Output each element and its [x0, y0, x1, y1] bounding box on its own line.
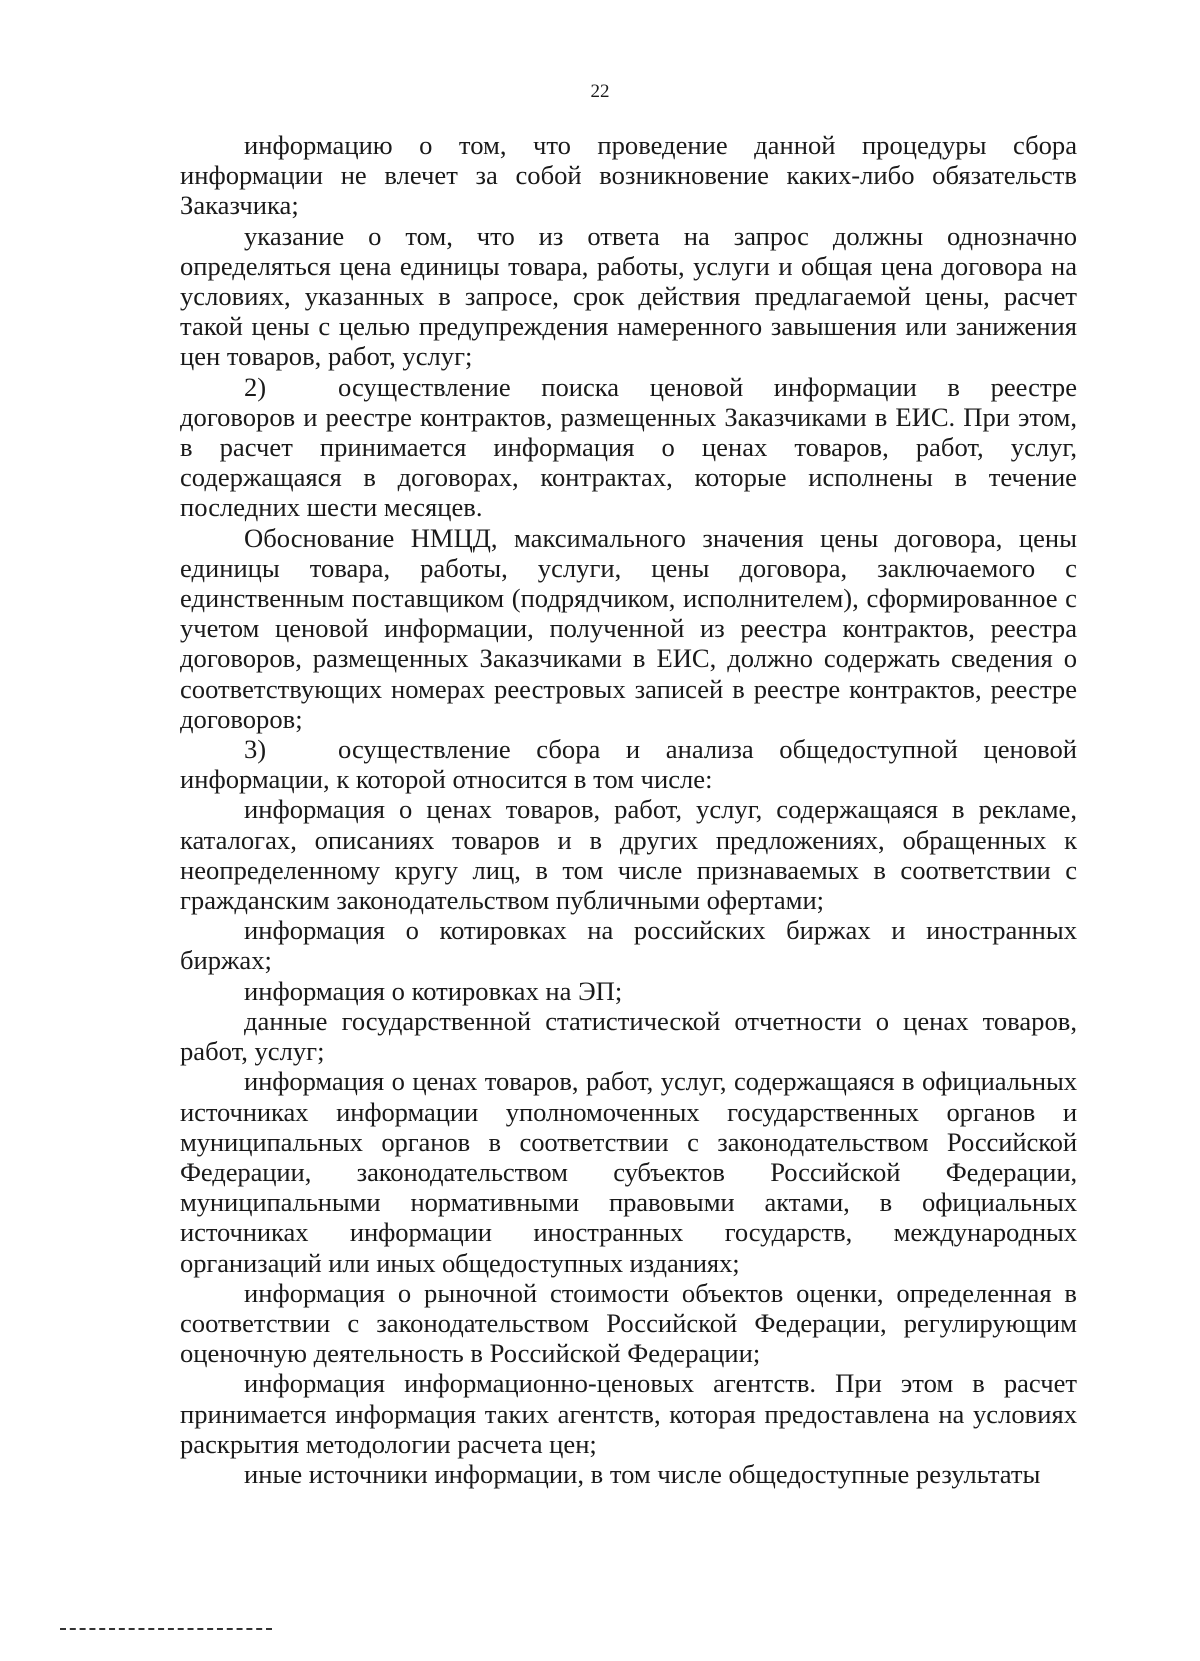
paragraph-advertising-info: информация о ценах товаров, работ, услуг, содержащаяся в рекламе, каталогах, описаниях товаров и в других предложениях, обращенных к неопределенному кругу лиц, в том числе признаваемых в соответствии с гражданским законодательством публичными офертами; [180, 794, 1077, 916]
paragraph-price-agencies: информация информационно-ценовых агентств. При этом в расчет принимается информация таких агентств, которая предоставлена на условиях раскрытия методологии расчета цен; [180, 1368, 1077, 1459]
list-item-number: 3) [244, 734, 267, 765]
paragraph-response-requirements: указание о том, что из ответа на запрос должны однозначно определяться цена единицы товара, работы, услуги и общая цена договора на условиях, указанных в запросе, срок действия предлагаемой цены, расчет такой цены с целью предупреждения намеренного завышения или занижения цен товаров, работ, услуг; [180, 220, 1077, 372]
footnote-separator [60, 1628, 272, 1630]
paragraph-exchange-quotes: информация о котировках на российских биржах и иностранных биржах; [180, 915, 1077, 976]
paragraph-info-no-obligation: информацию о том, что проведение данной процедуры сбора информации не влечет за собой возникновение каких-либо обязательств Заказчика; [180, 130, 1077, 221]
paragraph-statistics: данные государственной статистической отчетности о ценах товаров, работ, услуг; [180, 1005, 1077, 1067]
list-item-text: осуществление поиска ценовой информации в реестре договоров и реестре контрактов, размещенных Заказчиками в ЕИС. При этом, в расчет принимается информация о ценах товаров, работ, услуг, содержащаяся в договорах, контрактах, которые исполнены в течение последних шести месяцев. [180, 371, 1077, 523]
paragraph-other-sources: иные источники информации, в том числе общедоступные результаты [244, 1458, 1041, 1489]
page-number: 22 [590, 81, 610, 102]
list-item-3 [180, 734, 1077, 794]
paragraph-market-value: информация о рыночной стоимости объектов оценки, определенная в соответствии с законодательством Российской Федерации, регулирующим оценочную деятельность в Российской Федерации; [180, 1277, 1077, 1369]
list-item-2 [180, 372, 1077, 523]
list-item-text: осуществление сбора и анализа общедоступной ценовой информации, к которой относится в том числе: [180, 734, 1077, 795]
paragraph-ep-quotes: информация о котировках на ЭП; [244, 975, 623, 1006]
paragraph-official-sources: информация о ценах товаров, работ, услуг, содержащаяся в официальных источниках информации уполномоченных государственных органов и муниципальных органов в соответствии с законодательством Российской Федерации, законодательством субъектов Российской Федерации, муниципальными нормативными правовыми актами, в официальных источниках информации иностранных государств, международных организаций или иных общедоступных изданиях; [180, 1066, 1077, 1278]
paragraph-nmcd-justification: Обоснование НМЦД, максимального значения цены договора, цены единицы товара, работы, услуги, цены договора, заключаемого с единственным поставщиком (подрядчиком, исполнителем), сформированное с учетом ценовой информации, полученной из реестра контрактов, реестра договоров, размещенных Заказчиками в ЕИС, должно содержать сведения о соответствующих номерах реестровых записей в реестре контрактов, реестре договоров; [180, 522, 1077, 734]
list-item-number: 2) [244, 371, 267, 402]
document-body [180, 130, 1077, 1489]
